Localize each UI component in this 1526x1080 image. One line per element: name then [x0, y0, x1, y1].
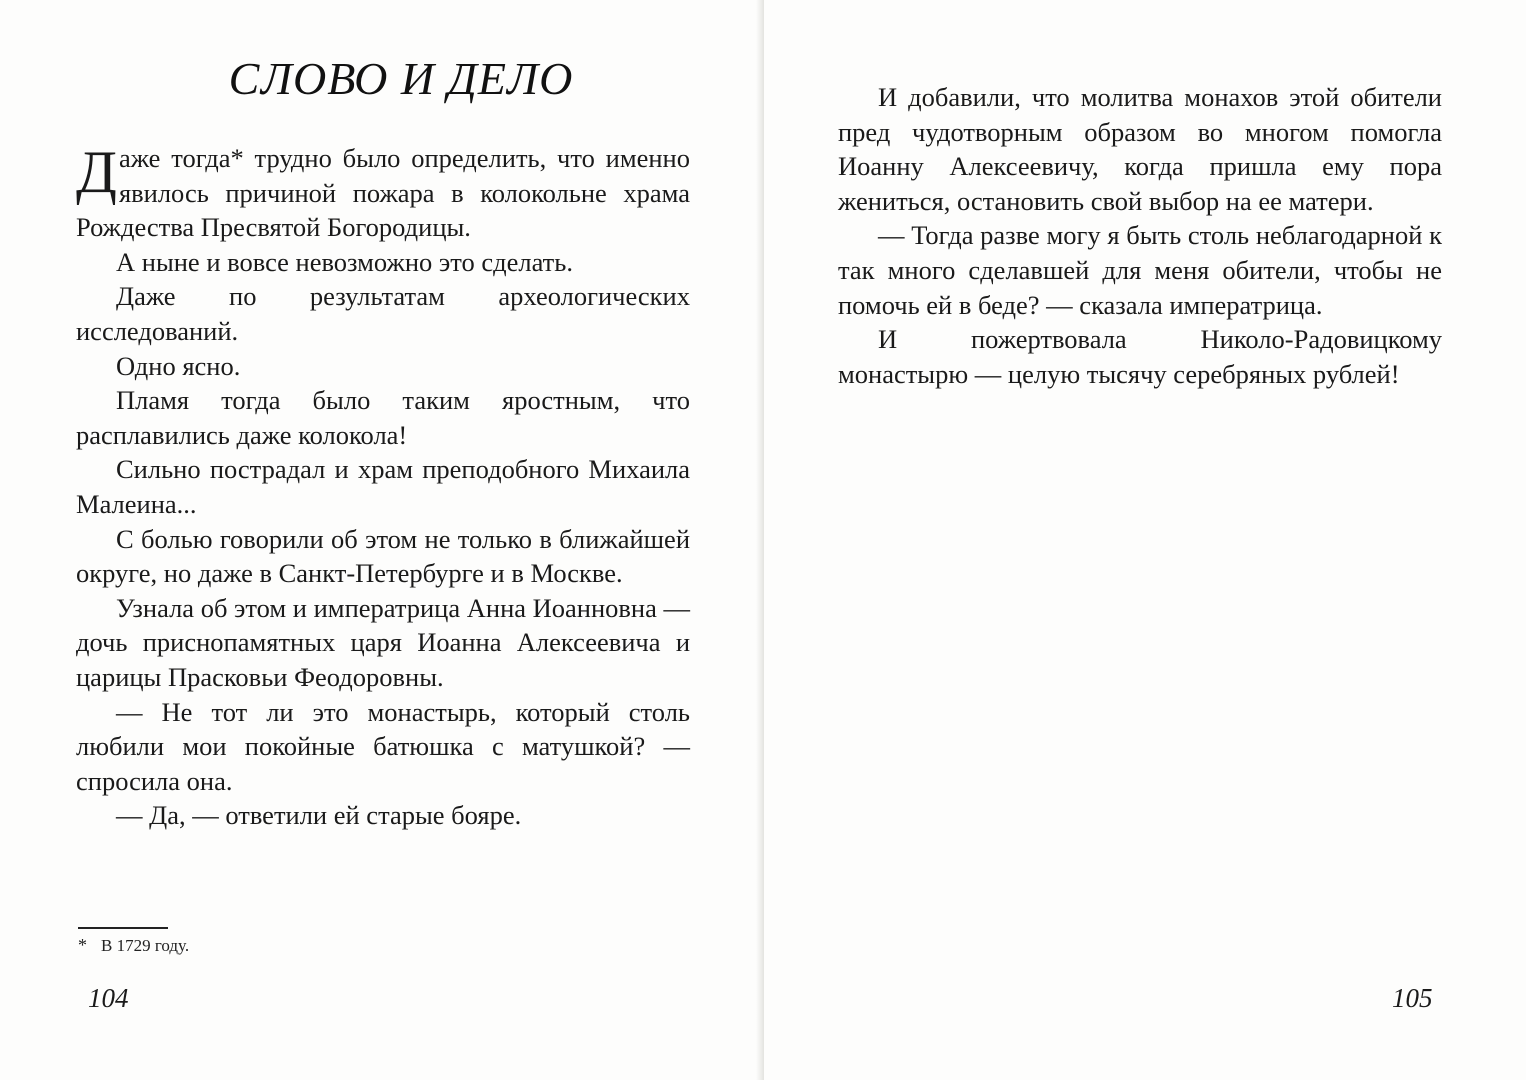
footnote	[78, 934, 189, 957]
page-number-left: 104	[88, 983, 129, 1013]
left-page-text	[76, 141, 690, 833]
footnote-text: В 1729 году.	[101, 936, 190, 955]
footnote-mark: *	[78, 935, 87, 955]
paragraph: Даже по результатам археологических исследований.	[76, 281, 690, 346]
page-number-right: 105	[1392, 983, 1433, 1013]
paragraph: Узнала об этом и императрица Анна Иоанновна — дочь приснопамятных царя Иоанна Алексеевича и царицы Прасковьи Феодоровны.	[76, 592, 690, 692]
paragraph: — Не тот ли это монастырь, который столь любили мои покойные батюшка с матушкой? — спросила она.	[76, 696, 690, 796]
opening-paragraph	[76, 141, 690, 245]
right-page-text	[838, 80, 1442, 391]
paragraph: — Тогда разве могу я быть столь неблагодарной к так много сделавшей для меня обители, чтобы не помочь ей в беде? — сказала императрица.	[838, 220, 1442, 320]
left-page	[0, 0, 762, 1080]
paragraph: И пожертвовала Николо-Радовицкому монастырю — целую тысячу серебряных рублей!	[838, 324, 1442, 389]
paragraph: А ныне и вовсе невозможно это сделать.	[116, 246, 573, 277]
footnote-divider	[78, 927, 168, 929]
paragraph: С болью говорили об этом не только в ближайшей округе, но даже в Санкт-Петербурге и в Москве.	[76, 523, 690, 589]
paragraph: И добавили, что молитва монахов этой обители пред чудотворным образом во многом помогла Иоанну Алексеевичу, когда пришла ему пора жениться, остановить свой выбор на ее матери.	[838, 82, 1442, 216]
paragraph: Сильно пострадал и храм преподобного Михаила Малеина...	[76, 454, 690, 519]
drop-cap: Д	[76, 139, 117, 205]
paragraph: — Да, — ответили ей старые бояре.	[116, 800, 522, 831]
opening-paragraph-text: аже тогда* трудно было определить, что именно явилось причиной пожара в колокольне храма Рождества Пресвятой Богородицы.	[76, 143, 690, 243]
chapter-title: СЛОВО И ДЕЛО	[228, 53, 574, 104]
paragraph: Пламя тогда было таким яростным, что расплавились даже колокола!	[76, 385, 690, 450]
paragraph: Одно ясно.	[116, 350, 241, 381]
